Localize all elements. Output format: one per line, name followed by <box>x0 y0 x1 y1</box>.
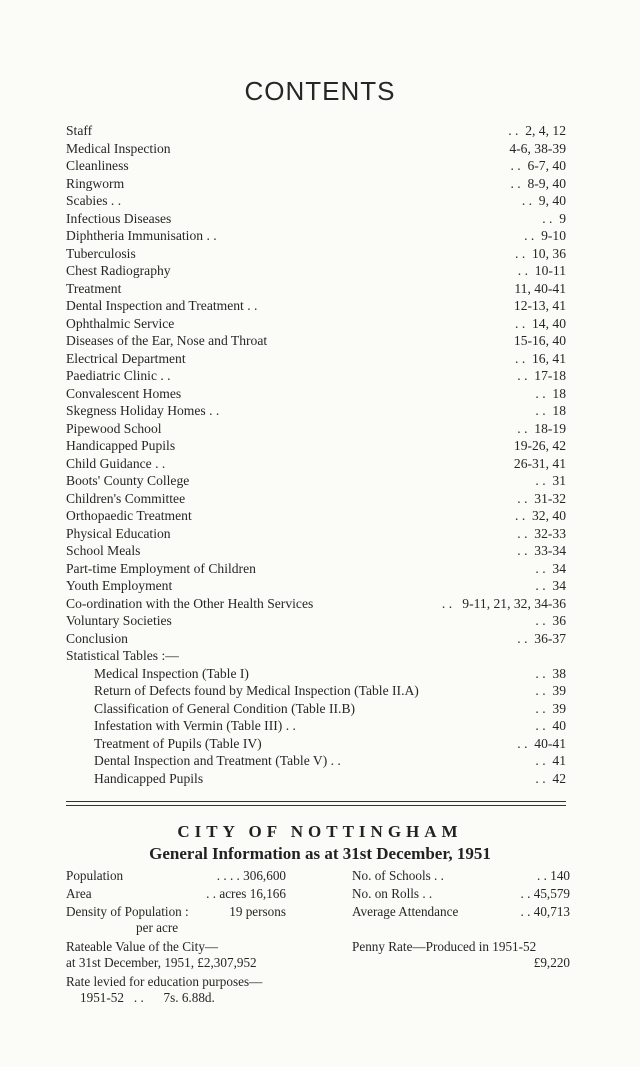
contents-entry-pages: . . 31-32 <box>517 490 566 506</box>
contents-entry <box>66 367 566 385</box>
contents-entry-label: Classification of General Condition (Table II.B) <box>94 700 356 716</box>
attendance-label: Average Attendance <box>352 904 459 919</box>
attendance-value: . . 40,713 <box>520 904 570 919</box>
contents-entry <box>66 385 566 403</box>
contents-entry <box>66 665 566 683</box>
contents-entry-pages: . . 38 <box>535 665 566 681</box>
contents-entry <box>66 490 566 508</box>
page-title: CONTENTS <box>244 76 396 106</box>
contents-entry <box>66 735 566 753</box>
contents-entry <box>66 770 566 788</box>
contents-entry <box>66 717 566 735</box>
contents-entry-pages: . . 34 <box>535 578 566 593</box>
contents-entry <box>66 420 566 438</box>
contents-entry-label: Scabies . . <box>66 193 122 208</box>
contents-entry-pages: . . 14, 40 <box>515 315 566 331</box>
contents-entry <box>66 227 566 245</box>
contents-entry-label: Diphtheria Immunisation . . <box>66 228 217 243</box>
general-information-heading: General Information as at 31st December, 1951 <box>149 844 491 863</box>
contents-entry-label: Return of Defects found by Medical Inspection (Table II.A) <box>94 683 419 698</box>
contents-entry <box>66 402 566 420</box>
contents-entry <box>66 647 566 665</box>
contents-entry <box>66 577 566 595</box>
contents-entry-pages: . . 32, 40 <box>515 508 566 523</box>
contents-entry-label: Convalescent Homes <box>66 385 182 401</box>
rateable-value-line2: at 31st December, 1951, £2,307,952 <box>66 955 257 970</box>
contents-entry-label: Ophthalmic Service <box>66 315 175 331</box>
contents-entry-pages: . . 9-11, 21, 32, 34-36 <box>441 595 566 611</box>
schools-value: . . 140 <box>537 868 570 883</box>
contents-entry-pages: . . 10-11 <box>517 263 566 278</box>
density-value: 19 persons <box>229 904 286 919</box>
contents-entry-pages: . . 10, 36 <box>515 245 566 261</box>
contents-entry <box>66 297 566 315</box>
population-value: . . . . 306,600 <box>216 868 286 883</box>
contents-entry <box>66 157 566 175</box>
contents-entry-label: Tuberculosis <box>66 245 136 261</box>
area-label: Area <box>66 886 92 901</box>
contents-entry-pages: . . 2, 4, 12 <box>508 123 566 138</box>
contents-list <box>66 122 566 787</box>
contents-entry <box>66 472 566 490</box>
contents-entry <box>66 315 566 333</box>
contents-entry-label: Diseases of the Ear, Nose and Throat <box>66 333 268 348</box>
contents-entry-label: Electrical Department <box>66 350 186 366</box>
contents-entry <box>66 507 566 525</box>
contents-entry-label: Voluntary Societies <box>66 613 172 628</box>
population-label: Population <box>66 868 124 883</box>
contents-entry <box>66 560 566 578</box>
divider <box>66 801 566 802</box>
contents-entry-pages: . . 36-37 <box>517 630 566 646</box>
contents-entry <box>66 525 566 543</box>
contents-entry-label: Chest Radiography <box>66 263 171 278</box>
contents-entry-label: Ringworm <box>66 175 125 191</box>
contents-entry-pages: . . 18 <box>535 403 566 418</box>
contents-entry-pages: . . 18-19 <box>517 420 566 436</box>
contents-entry-label: Skegness Holiday Homes . . <box>66 403 220 418</box>
contents-entry-label: Treatment of Pupils (Table IV) <box>94 735 262 751</box>
contents-entry-label: Pipewood School <box>66 420 162 436</box>
contents-entry-pages: . . 32-33 <box>517 525 566 541</box>
divider <box>66 805 566 806</box>
contents-entry-pages: . . 39 <box>535 683 566 698</box>
contents-entry-label: Medical Inspection (Table I) <box>94 665 249 681</box>
contents-entry-pages: 12-13, 41 <box>513 298 566 313</box>
contents-entry <box>66 682 566 700</box>
contents-entry-label: Orthopaedic Treatment <box>66 508 192 523</box>
area-row <box>66 886 286 902</box>
contents-entry <box>66 210 566 228</box>
contents-entry-label: Medical Inspection <box>66 140 171 156</box>
contents-entry-pages: . . 36 <box>535 613 566 628</box>
contents-entry <box>66 542 566 560</box>
contents-entry <box>66 332 566 350</box>
contents-entry-pages: . . 6-7, 40 <box>510 158 566 173</box>
penny-rate-value: £9,220 <box>533 955 570 970</box>
density-row <box>66 904 286 920</box>
schools-row <box>352 868 570 884</box>
contents-entry <box>66 262 566 280</box>
contents-entry-pages: . . 16, 41 <box>515 350 566 366</box>
contents-entry-label: Physical Education <box>66 525 171 541</box>
contents-entry <box>66 140 566 158</box>
contents-entry-label: Handicapped Pupils <box>66 438 176 453</box>
city-heading: CITY OF NOTTINGHAM <box>177 822 463 841</box>
contents-entry-pages: . . 40 <box>535 718 566 733</box>
contents-entry-pages: 11, 40-41 <box>514 280 566 296</box>
contents-entry <box>66 122 566 140</box>
contents-entry <box>66 630 566 648</box>
contents-entry-pages: . . 42 <box>535 770 566 786</box>
schools-label: No. of Schools . . <box>352 868 444 883</box>
contents-entry-label: Statistical Tables :— <box>66 648 179 663</box>
contents-entry-pages: . . 9-10 <box>524 228 566 243</box>
rate-levied-line2: 1951-52 . . 7s. 6.88d. <box>80 990 215 1005</box>
contents-entry <box>66 700 566 718</box>
contents-entry <box>66 350 566 368</box>
contents-entry-label: Co-ordination with the Other Health Services <box>66 595 314 611</box>
contents-entry-label: Dental Inspection and Treatment (Table V) . . <box>94 753 341 768</box>
area-value: . . acres 16,166 <box>206 886 286 901</box>
rate-levied-line1: Rate levied for education purposes— <box>66 974 263 989</box>
contents-entry-pages: . . 18 <box>535 385 566 401</box>
density-unit: per acre <box>136 920 179 935</box>
contents-entry-label: School Meals <box>66 543 141 558</box>
contents-entry-pages: 4-6, 38-39 <box>509 140 566 156</box>
rolls-label: No. on Rolls . . <box>352 886 433 901</box>
contents-entry <box>66 612 566 630</box>
contents-entry-label: Treatment <box>66 280 122 296</box>
contents-entry-label: Infectious Diseases <box>66 210 172 226</box>
contents-entry-pages: . . 39 <box>535 700 566 716</box>
penny-rate-label: Penny Rate—Produced in 1951-52 <box>352 939 537 954</box>
contents-entry-pages: . . 17-18 <box>517 368 566 383</box>
contents-entry-label: Children's Committee <box>66 490 186 506</box>
attendance-row <box>352 904 570 920</box>
contents-entry-label: Staff <box>66 123 93 138</box>
contents-entry <box>66 752 566 770</box>
contents-entry-label: Paediatric Clinic . . <box>66 368 171 383</box>
density-label: Density of Population : <box>66 904 189 919</box>
contents-entry-label: Child Guidance . . <box>66 455 166 471</box>
contents-entry-pages: . . 9, 40 <box>521 193 566 208</box>
contents-entry <box>66 437 566 455</box>
contents-entry <box>66 175 566 193</box>
contents-entry-pages: . . 41 <box>535 753 566 768</box>
contents-entry <box>66 245 566 263</box>
contents-entry-pages: 19-26, 42 <box>513 438 566 453</box>
contents-entry-pages: . . 8-9, 40 <box>510 175 566 191</box>
contents-entry-pages: . . 31 <box>535 473 566 488</box>
contents-entry <box>66 280 566 298</box>
contents-entry-pages: . . 33-34 <box>517 543 566 558</box>
contents-entry-pages: . . 40-41 <box>517 735 566 751</box>
contents-entry-label: Boots' County College <box>66 473 190 488</box>
contents-entry-pages: 26-31, 41 <box>513 455 566 471</box>
contents-entry-label: Conclusion <box>66 630 128 646</box>
contents-entry-label: Dental Inspection and Treatment . . <box>66 298 258 313</box>
contents-entry <box>66 595 566 613</box>
contents-entry <box>66 455 566 473</box>
contents-entry <box>66 192 566 210</box>
population-row <box>66 868 286 884</box>
contents-entry-label: Cleanliness <box>66 158 129 173</box>
contents-entry-pages: . . 34 <box>535 560 566 576</box>
contents-entry-label: Youth Employment <box>66 578 173 593</box>
contents-entry-label: Handicapped Pupils <box>94 770 204 786</box>
rateable-value-line1: Rateable Value of the City— <box>66 939 219 954</box>
rolls-row <box>352 886 570 902</box>
contents-entry-label: Part-time Employment of Children <box>66 560 256 576</box>
contents-entry-pages: 15-16, 40 <box>513 333 566 348</box>
contents-entry-label: Infestation with Vermin (Table III) . . <box>94 718 296 733</box>
rolls-value: . . 45,579 <box>520 886 570 901</box>
contents-entry-pages: . . 9 <box>542 210 566 226</box>
